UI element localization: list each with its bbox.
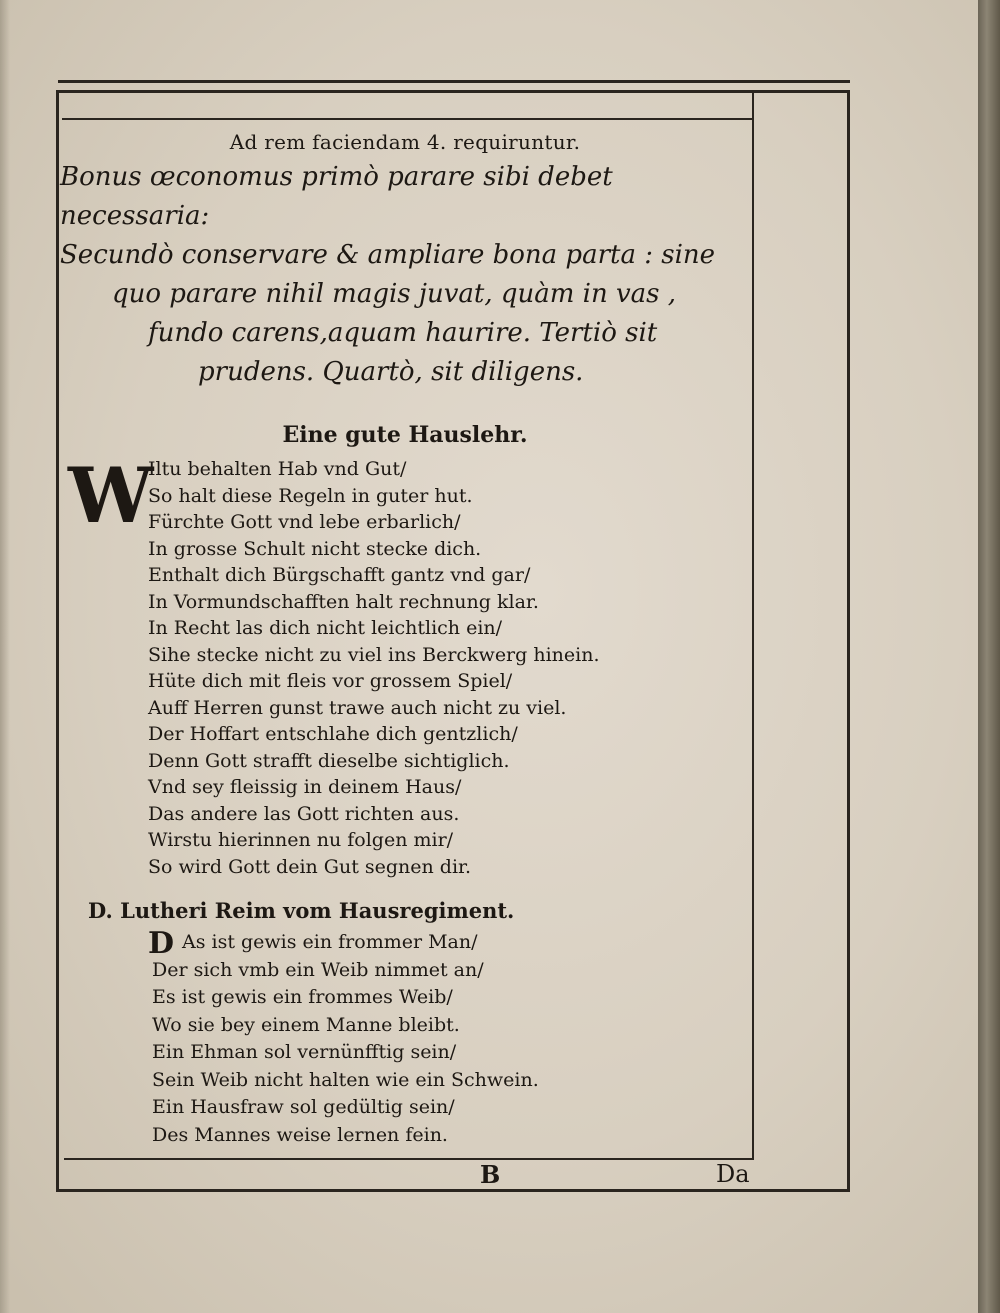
- verse-block-lutheri: [60, 926, 750, 1149]
- top-rule: [58, 80, 850, 83]
- verse-line: Auff Herren gunst trawe auch nicht zu viel.: [148, 696, 567, 719]
- bottom-rule: [64, 1158, 754, 1160]
- verse-line: Sihe stecke nicht zu viel ins Berckwerg hinein.: [148, 643, 600, 666]
- drop-cap: D: [148, 926, 175, 961]
- latin-heading: Ad rem faciendam 4. requiruntur.: [229, 130, 581, 154]
- page-edge: [978, 0, 1000, 1313]
- verse-line: As ist gewis ein frommer Man/: [182, 931, 478, 953]
- header-rule: [62, 118, 752, 120]
- page-content: [60, 130, 750, 1149]
- verse-line: Wo sie bey einem Manne bleibt.: [152, 1013, 460, 1036]
- drop-cap: W: [68, 451, 154, 540]
- latin-line: fundo carens,aquam haurire. Tertiò sit: [148, 318, 658, 348]
- verse-line: Denn Gott strafft dieselbe sichtiglich.: [148, 749, 510, 772]
- signature-mark: B: [480, 1160, 501, 1189]
- latin-paragraph: [60, 158, 750, 392]
- verse-line: Iltu behalten Hab vnd Gut/: [148, 458, 407, 480]
- section-title-lutheri: D. Lutheri Reim vom Hausregiment.: [88, 898, 515, 923]
- verse-block-hauslehr: [60, 451, 750, 880]
- verse-line: In Recht las dich nicht leichtlich ein/: [148, 617, 503, 639]
- verse-line: Der Hoffart entschlahe dich gentzlich/: [148, 723, 518, 745]
- verse-line: Es ist gewis ein frommes Weib/: [152, 986, 453, 1008]
- verse-line: In grosse Schult nicht stecke dich.: [148, 537, 482, 560]
- verse-line: So halt diese Regeln in guter hut.: [148, 484, 473, 507]
- verse-line: Ein Ehman sol vernünfftig sein/: [152, 1041, 457, 1063]
- verse-line: Fürchte Gott vnd lebe erbarlich/: [148, 511, 461, 533]
- latin-line: prudens. Quartò, sit diligens.: [198, 357, 584, 387]
- verse-line: In Vormundschafften halt rechnung klar.: [148, 590, 539, 613]
- verse-line: Des Mannes weise lernen fein.: [152, 1123, 448, 1146]
- verse-line: Enthalt dich Bürgschafft gantz vnd gar/: [148, 564, 531, 586]
- catchword: Da: [716, 1160, 750, 1188]
- latin-line: Secundò conservare & ampliare bona parta : sine: [60, 240, 716, 270]
- latin-line: Bonus œconomus primò parare sibi debet necessaria:: [60, 162, 613, 231]
- verse-line: Ein Hausfraw sol gedültig sein/: [152, 1096, 455, 1118]
- verse-line: Das andere las Gott richten aus.: [148, 802, 460, 825]
- verse-line: Vnd sey fleissig in deinem Haus/: [148, 776, 462, 798]
- latin-line: quo parare nihil magis juvat, quàm in vas ,: [112, 279, 677, 309]
- inner-right-rule: [752, 90, 754, 1160]
- verse-line: So wird Gott dein Gut segnen dir.: [148, 855, 472, 878]
- section-title-hauslehr: Eine gute Hauslehr.: [282, 422, 528, 448]
- gutter-shadow: [0, 0, 10, 1313]
- verse-line: Wirstu hierinnen nu folgen mir/: [148, 829, 454, 851]
- verse-line: Sein Weib nicht halten wie ein Schwein.: [152, 1068, 539, 1091]
- verse-line: Hüte dich mit fleis vor grossem Spiel/: [148, 670, 513, 692]
- verse-line: Der sich vmb ein Weib nimmet an/: [152, 958, 484, 981]
